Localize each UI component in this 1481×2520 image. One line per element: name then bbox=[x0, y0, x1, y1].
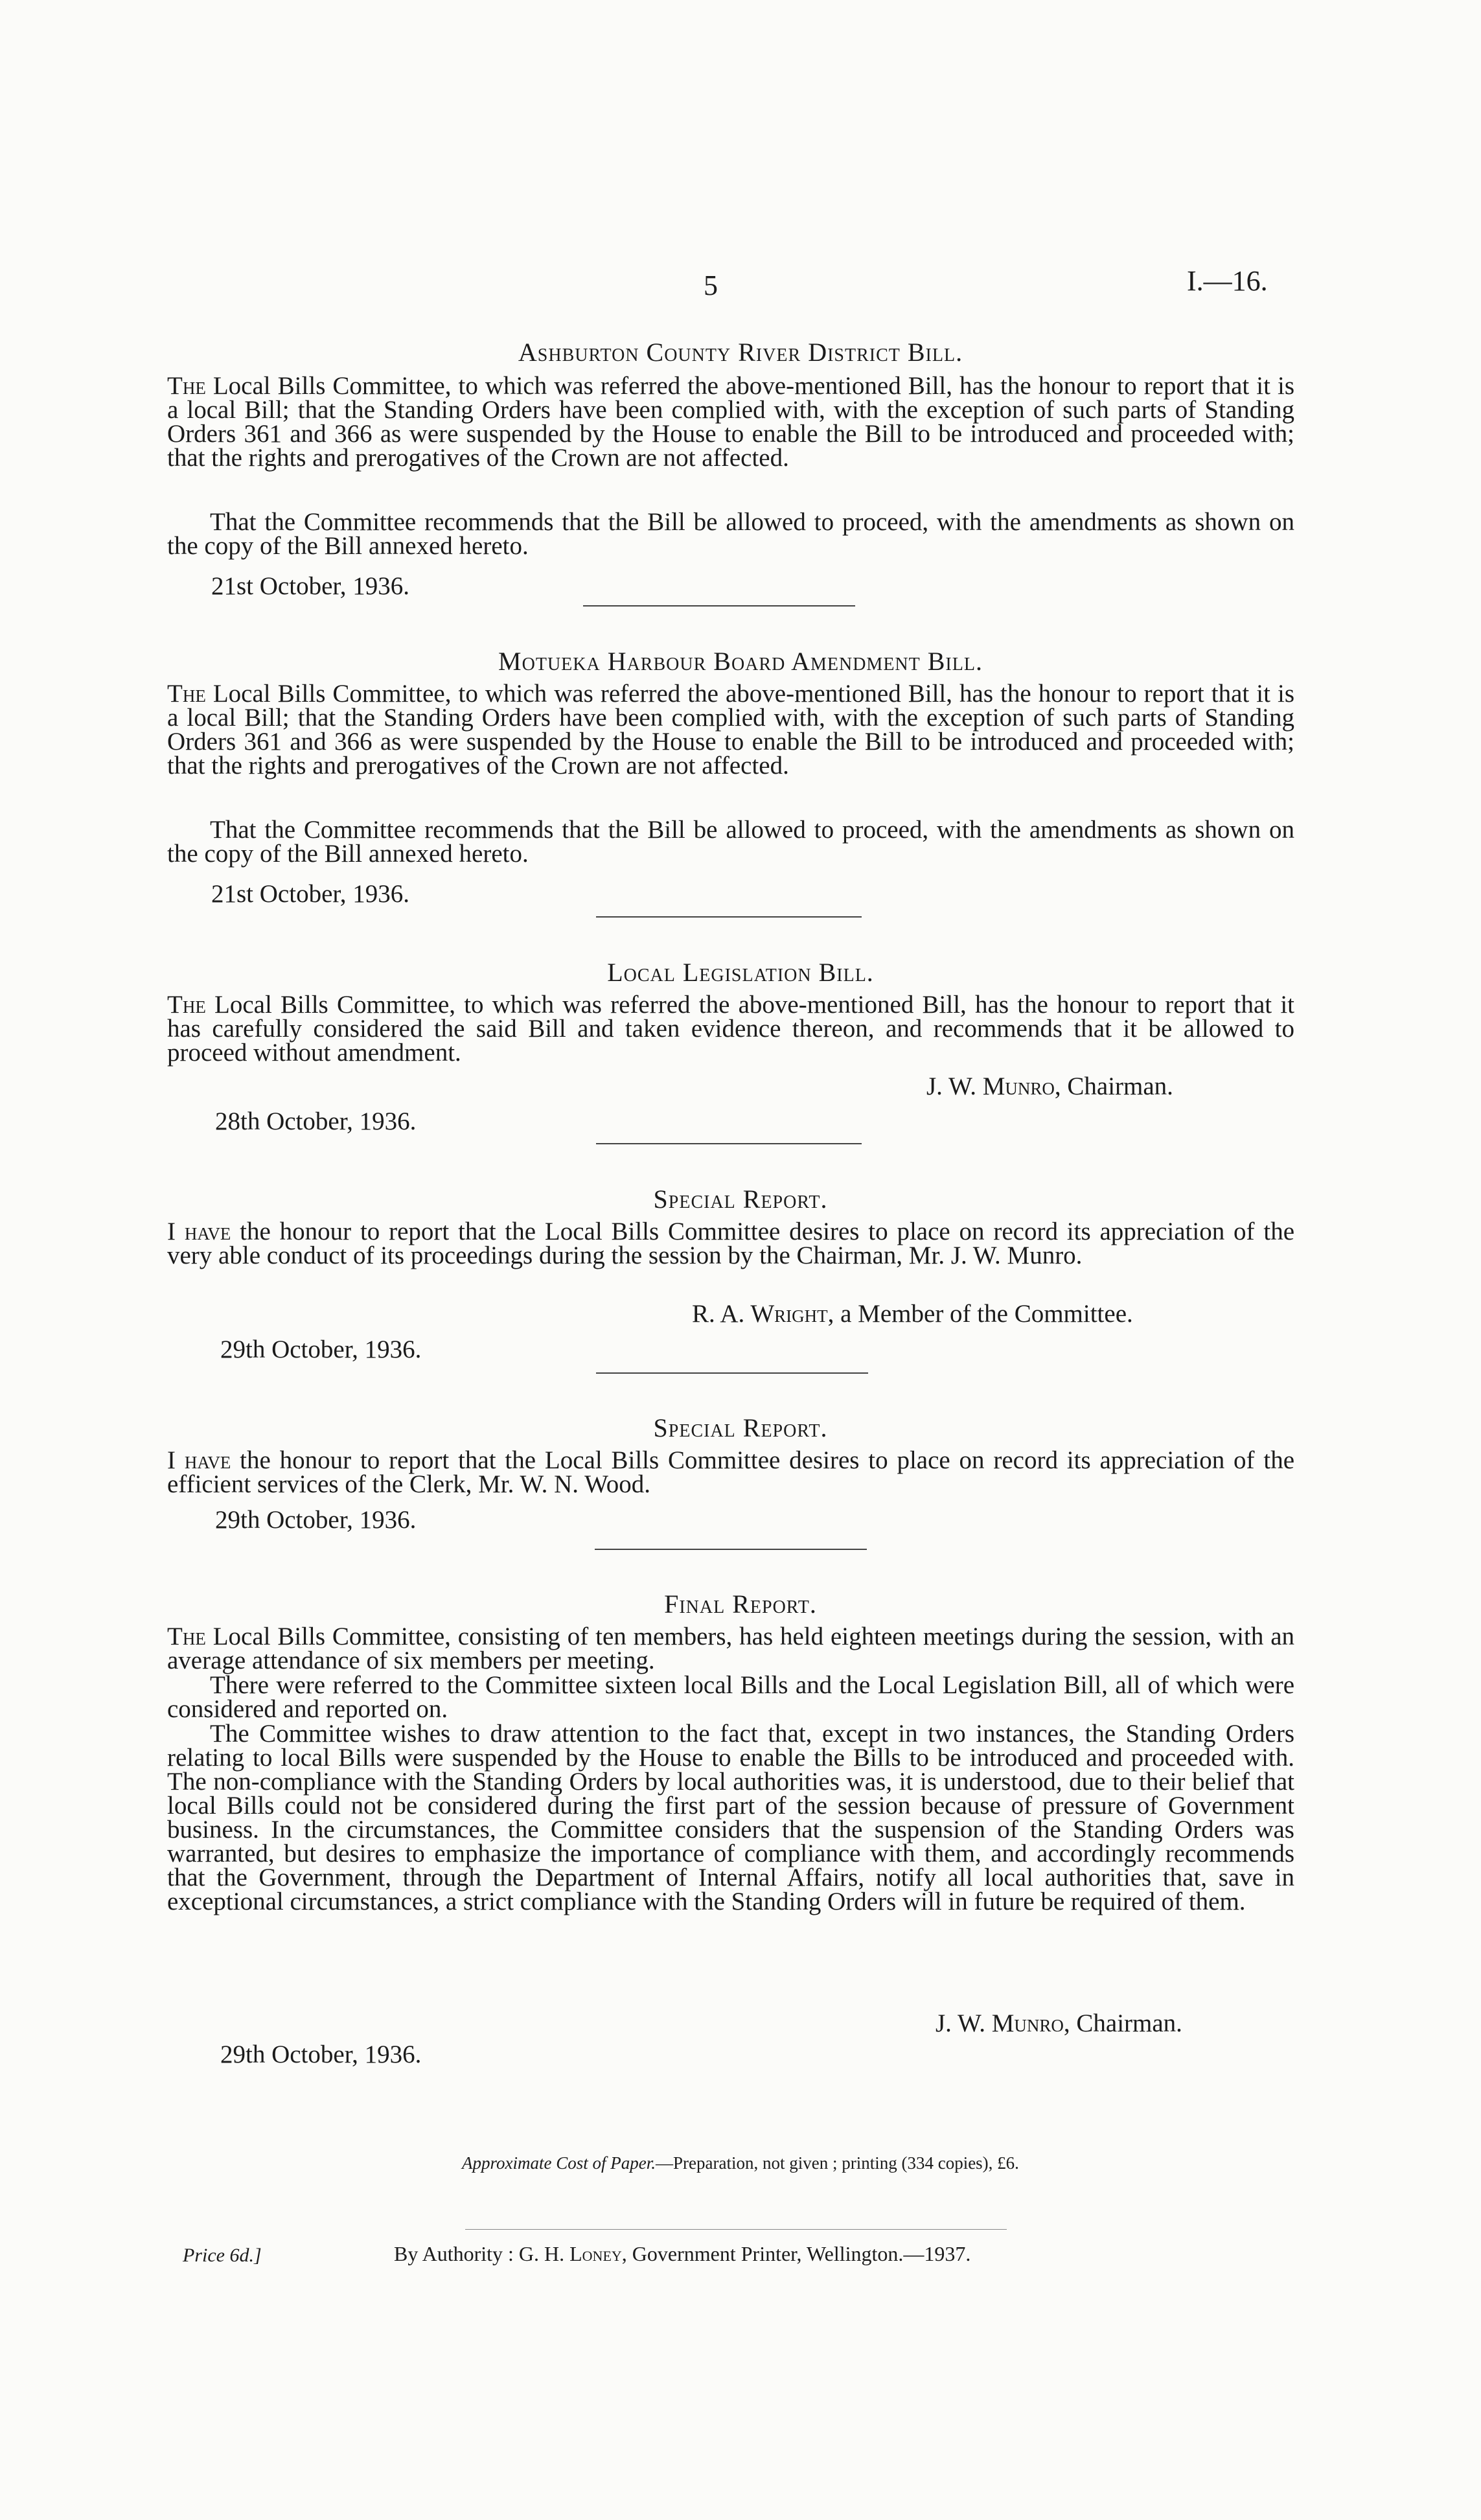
special-report-2-title: Special Report. bbox=[653, 1413, 828, 1442]
signatory-name: J. W. Munro, bbox=[926, 1072, 1061, 1100]
printer-name: G. H. Loney, bbox=[518, 2242, 627, 2265]
printer-details: Government Printer, Wellington.—1937. bbox=[632, 2242, 971, 2265]
lead-word: The bbox=[167, 1623, 206, 1650]
cost-of-paper-note bbox=[0, 2153, 1481, 2173]
section-divider bbox=[596, 916, 862, 918]
final-report-paragraph-1 bbox=[167, 1624, 1294, 1672]
footer-divider bbox=[465, 2229, 1007, 2230]
paragraph-text: Local Bills Committee, consisting of ten members, has held eighteen meetings during the session, with an average attendance of six members per meeting. bbox=[167, 1623, 1295, 1674]
section-divider bbox=[596, 1143, 862, 1144]
section-divider bbox=[595, 1549, 867, 1550]
local-legislation-paragraph-1 bbox=[167, 993, 1294, 1065]
special-report-1-paragraph bbox=[167, 1220, 1294, 1267]
special-report-2-date: 29th October, 1936. bbox=[215, 1506, 417, 1534]
special-report-2-paragraph bbox=[167, 1448, 1294, 1496]
paragraph-text: Local Bills Committee, to which was referred the above-mentioned Bill, has the honour to report that it has carefully considered the said Bill and taken evidence thereon, and recommends that it be allowed to proceed without amendment. bbox=[167, 991, 1295, 1067]
motueka-paragraph-2: That the Committee recommends that the Bill be allowed to proceed, with the amendments as shown on the copy of the Bill annexed hereto. bbox=[167, 816, 1294, 868]
signatory-name: R. A. Wright, bbox=[692, 1300, 834, 1328]
ashburton-paragraph-2: That the Committee recommends that the Bill be allowed to proceed, with the amendments as shown on the copy of the Bill annexed hereto. bbox=[167, 508, 1294, 560]
ashburton-title: Ashburton County River District Bill. bbox=[518, 338, 963, 367]
document-reference: I.—16. bbox=[1187, 265, 1268, 297]
paragraph-text: the honour to report that the Local Bills Committee desires to place on record its appreciation of the efficient services of the Clerk, Mr. W. N. Wood. bbox=[167, 1446, 1294, 1498]
lead-word: The bbox=[167, 991, 206, 1019]
paragraph-text: Local Bills Committee, to which was referred the above-mentioned Bill, has the honour to report that it is a local Bill; that the Standing Orders have been complied with, with the exception of such parts of Standing Orders 361 and 366 as were suspended by the House to enable the Bill to be introduced and proceeded with; that the rights and prerogatives of the Crown are not affected. bbox=[167, 372, 1294, 472]
price: Price 6d.] bbox=[183, 2245, 262, 2266]
final-report-paragraph-3: The Committee wishes to draw attention to the fact that, except in two instances, the Standing Orders relating to local Bills were suspended by the House to enable the Bills to be introduced and proceeded with. The non-compliance with the Standing Orders by local authorities was, it is understood, due to their belief that local Bills could not be considered during the first part of the session because of pressure of Government business. In the circumstances, the Committee considers that the suspension of the Standing Orders was warranted, but desires to emphasize the importance of compliance with them, and accordingly recommends that the Government, through the Department of Internal Affairs, notify all local authorities that, save in exceptional circumstances, a strict compliance with the Standing Orders will in future be required of them. bbox=[167, 1720, 1294, 1915]
lead-word: The bbox=[167, 680, 206, 708]
motueka-title: Motueka Harbour Board Amendment Bill. bbox=[498, 647, 983, 676]
final-report-signature bbox=[936, 2009, 1182, 2038]
local-legislation-date: 28th October, 1936. bbox=[215, 1107, 417, 1135]
cost-label: Approximate Cost of Paper. bbox=[462, 2153, 656, 2173]
motueka-date: 21st October, 1936. bbox=[211, 880, 410, 908]
local-legislation-title: Local Legislation Bill. bbox=[607, 958, 874, 987]
authority-prefix: By Authority : bbox=[394, 2242, 514, 2265]
signatory-role: a Member of the Committee. bbox=[840, 1300, 1133, 1328]
lead-word: I have bbox=[167, 1446, 231, 1474]
signatory-name: J. W. Munro, bbox=[936, 2009, 1070, 2037]
final-report-date: 29th October, 1936. bbox=[220, 2040, 422, 2068]
local-legislation-signature bbox=[926, 1072, 1173, 1101]
special-report-1-signature bbox=[692, 1299, 1133, 1328]
section-divider bbox=[596, 1372, 868, 1374]
motueka-paragraph-1 bbox=[167, 682, 1294, 778]
special-report-1-title: Special Report. bbox=[653, 1185, 828, 1214]
page-number: 5 bbox=[704, 270, 718, 301]
lead-word: The bbox=[167, 372, 206, 400]
ashburton-paragraph-1 bbox=[167, 374, 1294, 470]
final-report-title: Final Report. bbox=[664, 1589, 817, 1619]
lead-word: I have bbox=[167, 1218, 231, 1245]
signatory-role: Chairman. bbox=[1067, 1072, 1173, 1100]
special-report-1-date: 29th October, 1936. bbox=[220, 1335, 422, 1363]
paragraph-text: the honour to report that the Local Bills Committee desires to place on record its appreciation of the very able conduct of its proceedings during the session by the Chairman, Mr. J. W. Munro. bbox=[167, 1218, 1294, 1269]
signatory-role: Chairman. bbox=[1076, 2009, 1182, 2037]
section-divider bbox=[583, 605, 855, 607]
printing-authority bbox=[394, 2242, 970, 2266]
cost-text: —Preparation, not given ; printing (334 copies), £6. bbox=[656, 2153, 1019, 2173]
ashburton-date: 21st October, 1936. bbox=[211, 572, 410, 600]
final-report-paragraph-2: There were referred to the Committee sixteen local Bills and the Local Legislation Bill, all of which were considered and reported on. bbox=[167, 1671, 1294, 1723]
paragraph-text: Local Bills Committee, to which was referred the above-mentioned Bill, has the honour to report that it is a local Bill; that the Standing Orders have been complied with, with the exception of such parts of Standing Orders 361 and 366 as were suspended by the House to enable the Bill to be introduced and proceeded with; that the rights and prerogatives of the Crown are not affected. bbox=[167, 680, 1294, 780]
